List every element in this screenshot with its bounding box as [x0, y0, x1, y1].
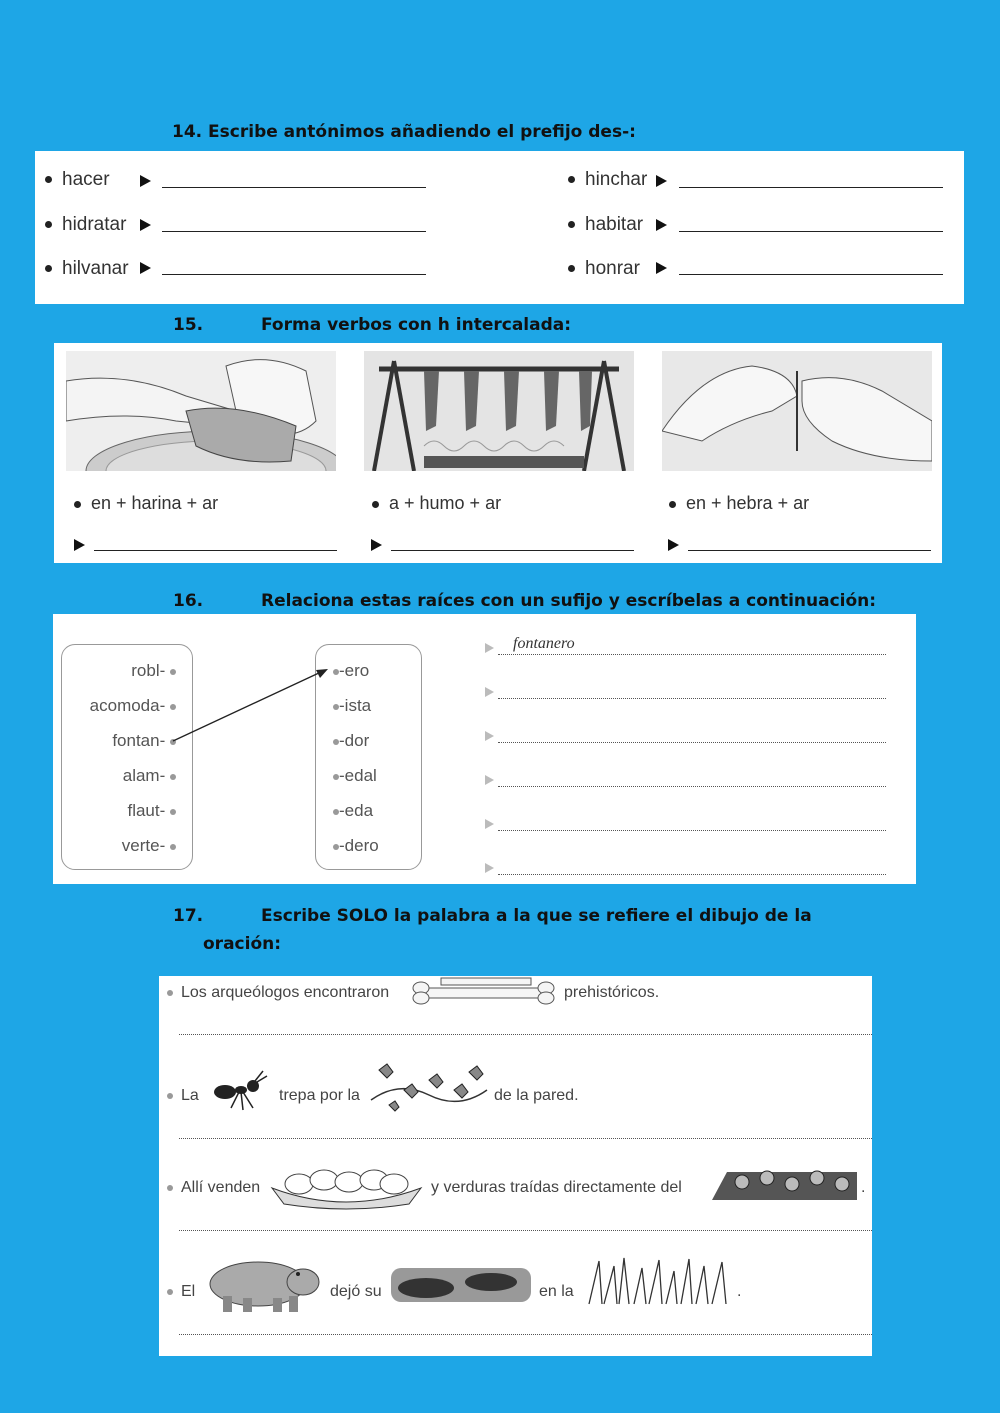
root-item[interactable]: flaut-: [127, 801, 176, 821]
ex15-formula-2: a + humo + ar: [372, 493, 501, 514]
ex15-formula-3: en + hebra + ar: [669, 493, 809, 514]
ex15-instruction: Forma verbos con h intercalada:: [261, 315, 572, 335]
bullet-icon: [568, 265, 575, 272]
root-item[interactable]: fontan-: [112, 731, 176, 751]
sentence-3-a: Allí venden: [167, 1179, 260, 1197]
suffix-item[interactable]: -ero: [333, 661, 369, 681]
answer-line-6[interactable]: [498, 874, 886, 875]
arrow-right-icon: [668, 539, 679, 551]
sentence-2-c: de la pared.: [494, 1087, 579, 1104]
sentence-3-b: y verduras traídas directamente del: [431, 1179, 682, 1196]
ex17-number: 17.: [173, 906, 204, 926]
ex14-box: [35, 151, 964, 304]
ex15-heading: [173, 315, 572, 335]
arrow-right-icon: [485, 863, 494, 873]
answer-line-2[interactable]: [391, 550, 634, 551]
answer-line-3[interactable]: [179, 1230, 872, 1231]
arrow-right-icon: [371, 539, 382, 551]
answer-line-habitar[interactable]: [679, 231, 943, 232]
sentence-4-a: El: [167, 1283, 195, 1301]
sentence-3-c: .: [861, 1179, 866, 1196]
ex15-number: 15.: [173, 315, 204, 335]
threading-needle-image: [662, 351, 932, 471]
suffix-item[interactable]: -dor: [333, 731, 369, 751]
hippo-image: [203, 1254, 323, 1314]
sentence-4-c: en la: [539, 1283, 574, 1300]
suffix-item[interactable]: -dero: [333, 836, 379, 856]
root-item[interactable]: verte-: [122, 836, 176, 856]
bullet-icon: [74, 501, 81, 508]
dot-icon: [167, 1093, 173, 1099]
suffix-item[interactable]: -eda: [333, 801, 373, 821]
ex16-box: [53, 614, 916, 884]
bullet-icon: [568, 176, 575, 183]
ex14-left-item-3: hilvanar: [45, 258, 129, 280]
answer-line-1[interactable]: [498, 654, 886, 655]
arrow-right-icon: [140, 175, 151, 187]
arrow-right-icon: [656, 219, 667, 231]
ex17-instruction-line2: oración:: [203, 934, 282, 954]
answer-line-5[interactable]: [498, 830, 886, 831]
answer-line-2[interactable]: [498, 698, 886, 699]
ex15-formula-1: en + harina + ar: [74, 493, 218, 514]
footprints-image: [391, 1264, 531, 1306]
sentence-4-d: .: [737, 1283, 742, 1300]
grass-image: [584, 1256, 734, 1306]
ex15-box: [54, 343, 942, 563]
ex16-heading: [173, 591, 877, 611]
arrow-right-icon: [140, 219, 151, 231]
dot-icon: [167, 990, 173, 996]
arrow-right-icon: [656, 262, 667, 274]
smoking-meat-image: [364, 351, 634, 471]
answer-line-4[interactable]: [179, 1334, 872, 1335]
answer-line-2[interactable]: [179, 1138, 872, 1139]
example-answer: fontanero: [513, 635, 575, 652]
ex16-instruction: Relaciona estas raíces con un sufijo y escríbelas a continuación:: [261, 591, 877, 611]
vine-image: [369, 1060, 489, 1112]
ex14-heading: [172, 122, 636, 142]
ex14-instruction: Escribe antónimos añadiendo el prefijo des-:: [208, 122, 636, 142]
sentence-4-b: dejó su: [330, 1283, 382, 1300]
arrow-right-icon: [485, 819, 494, 829]
ex14-number: 14.: [172, 122, 203, 142]
answer-line-hinchar[interactable]: [679, 187, 943, 188]
bones-image: [411, 976, 556, 1008]
answer-line-4[interactable]: [498, 786, 886, 787]
arrow-right-icon: [485, 731, 494, 741]
ex14-left-item-1: hacer: [45, 169, 110, 191]
flouring-hands-image: [66, 351, 336, 471]
arrow-right-icon: [485, 643, 494, 653]
sentence-1: Los arqueólogos encontraron: [167, 984, 389, 1002]
bullet-icon: [669, 501, 676, 508]
ex17-instruction-line1: Escribe SOLO la palabra a la que se refiere el dibujo de la: [261, 906, 812, 926]
answer-line-3[interactable]: [498, 742, 886, 743]
answer-line-hilvanar[interactable]: [162, 274, 426, 275]
answer-line-1[interactable]: [179, 1034, 872, 1035]
eggs-basket-image: [269, 1166, 424, 1210]
ex17-box: [159, 976, 872, 1356]
sentence-2-a: La: [167, 1087, 199, 1105]
sentence-1-end: prehistóricos.: [564, 984, 660, 1001]
arrow-right-icon: [140, 262, 151, 274]
ex14-left-item-2: hidratar: [45, 214, 126, 236]
suffix-item[interactable]: -edal: [333, 766, 377, 786]
bullet-icon: [45, 265, 52, 272]
ex14-right-item-3: honrar: [568, 258, 640, 280]
bullet-icon: [45, 176, 52, 183]
bullet-icon: [45, 221, 52, 228]
ant-image: [211, 1068, 269, 1113]
answer-line-hidratar[interactable]: [162, 231, 426, 232]
arrow-right-icon: [74, 539, 85, 551]
ex16-number: 16.: [173, 591, 204, 611]
ex14-right-item-2: habitar: [568, 214, 643, 236]
bullet-icon: [372, 501, 379, 508]
arrow-right-icon: [485, 775, 494, 785]
dot-icon: [167, 1289, 173, 1295]
arrow-right-icon: [485, 687, 494, 697]
bullet-icon: [568, 221, 575, 228]
answer-line-hacer[interactable]: [162, 187, 426, 188]
ex17-heading: [173, 906, 812, 926]
sentence-2-b: trepa por la: [279, 1087, 360, 1104]
root-item[interactable]: robl-: [131, 661, 176, 681]
vegetable-garden-image: [707, 1162, 862, 1202]
root-item[interactable]: acomoda-: [90, 696, 176, 716]
matching-arrow: [53, 614, 353, 884]
root-item[interactable]: alam-: [123, 766, 176, 786]
ex14-right-item-1: hinchar: [568, 169, 647, 191]
arrow-right-icon: [656, 175, 667, 187]
answer-line-3[interactable]: [688, 550, 931, 551]
answer-line-honrar[interactable]: [679, 274, 943, 275]
suffix-item[interactable]: -ista: [333, 696, 371, 716]
answer-line-1[interactable]: [94, 550, 337, 551]
dot-icon: [167, 1185, 173, 1191]
